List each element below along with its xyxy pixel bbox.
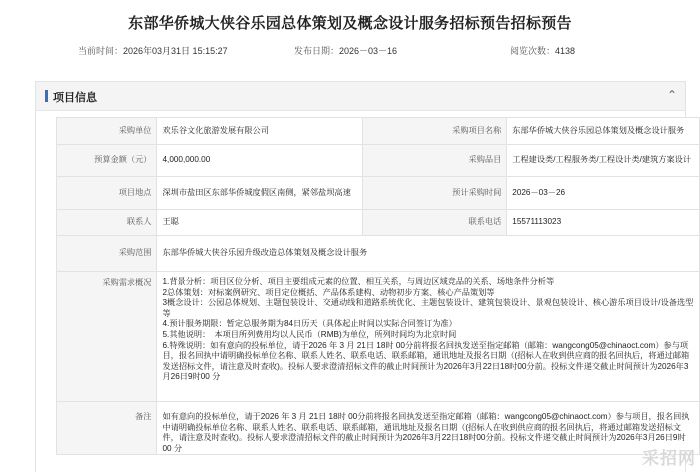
publish-date <box>294 44 397 57</box>
table-row <box>57 118 700 145</box>
contact-value: 王聪 <box>157 210 362 236</box>
table-row <box>57 236 700 272</box>
current-time-label: 当前时间： <box>78 46 124 56</box>
phone-value: 15571113023 <box>507 210 700 236</box>
project-info-table <box>56 117 700 455</box>
table-row <box>57 210 700 236</box>
page-title: 东部华侨城大侠谷乐园总体策划及概念设计服务招标预告招标预告 <box>128 15 572 32</box>
view-count <box>510 44 575 57</box>
scope-value: 东部华侨城大侠谷乐园升级改造总体策划及概念设计服务 <box>157 236 700 272</box>
watermark-logo: 采招网 <box>642 449 696 468</box>
table-row <box>57 145 700 177</box>
view-count-value: 4138 <box>555 46 576 56</box>
budget-label: 预算金额（元） <box>57 145 157 177</box>
location-label: 项目地点 <box>57 177 157 210</box>
purchaser-value: 欢乐谷文化旅游发展有限公司 <box>157 118 362 145</box>
purchaser-label: 采购单位 <box>57 118 157 145</box>
publish-date-value: 2026－03－16 <box>339 46 398 56</box>
project-info-header[interactable] <box>36 82 685 111</box>
remarks-label: 备注 <box>57 402 157 455</box>
remarks-value: 如有意向的投标单位，请于2026 年 3 月 21日 18时 00分前将报名回执发送至指定邮箱（邮箱：wangcong05@chinaoct.com）参与项目，报名回执中请明确投标单位名称、联系人姓名、联系电话、联系邮箱，通讯地址及报名日期（(招标人在收到供应商的报名回执后，将通过邮箱发送招标文件，请注意及时查收)。投标人要求澄清招标文件的截止时间预计为2026年3月22日18时00分前。投标文件递交截止时间预计为2026年3月26日9时00 分 <box>157 402 700 455</box>
location-value: 深圳市盐田区东部华侨城度假区南侧，紧邻盐坝高速 <box>157 177 362 210</box>
section-accent-bar <box>45 90 48 102</box>
chevron-up-double-icon[interactable]: ⌃ <box>666 88 677 102</box>
budget-value: 4,000,000.00 <box>157 145 362 177</box>
category-value: 工程建设类/工程服务类/工程设计类/建筑方案设计 <box>507 145 700 177</box>
requirements-label: 采购需求概况 <box>57 272 157 402</box>
publish-date-label: 发布日期： <box>294 46 340 56</box>
phone-label: 联系电话 <box>362 210 506 236</box>
current-time <box>78 44 228 57</box>
scope-label: 采购范围 <box>57 236 157 272</box>
table-row <box>57 177 700 210</box>
contact-label: 联系人 <box>57 210 157 236</box>
project-name-label: 采购项目名称 <box>362 118 506 145</box>
table-row <box>57 272 700 402</box>
category-label: 采购品目 <box>362 145 506 177</box>
current-time-value: 2026年03月31日 15:15:27 <box>123 46 228 56</box>
requirements-value: 1.背景分析：项目区位分析、项目主要组成元素的位置、相互关系，与周边区域竞品的关系、场地条件分析等 2总体策划：对标案例研究、项目定位概括、产品体系建构、动物初步方案、核心产品策划等 3概念设计：公园总体规划、主题包装设计、交通动线和道路系统优化、主题包装设计、建筑包装设计、景观包装设计、核心游乐项目设计/设备选型等 4.预计服务期限：暂定总服务期为84日历天（具体起止时间以实际合同签订为准） 5.其他说明： 本项目所列费用均以人民币（RMB)为单位，所列时间均为北京时间 6.特殊说明：如有意向的投标单位，请于2026 年 3 月 21日 18时 00分前将报名回执发送至指定邮箱（邮箱：wangcong05@chinaoct.com）参与项目，报名回执中请明确投标单位名称、联系人姓名、联系电话、联系邮箱，通讯地址及报名日期（(招标人在收到供应商的报名回执后，将通过邮箱发送招标文件，请注意及时查收)。投标人要求澄清招标文件的截止时间预计为2026年3月22日18时00分前。投标文件递交截止时间预计为2026年3月26日9时00 分 <box>157 272 700 402</box>
expected-date-value: 2026－03－26 <box>507 177 700 210</box>
project-name-value: 东部华侨城大侠谷乐园总体策划及概念设计服务 <box>507 118 700 145</box>
view-count-label: 阅览次数： <box>510 46 556 56</box>
section-title: 项目信息 <box>53 92 97 104</box>
table-row <box>57 402 700 455</box>
expected-date-label: 预计采购时间 <box>362 177 506 210</box>
